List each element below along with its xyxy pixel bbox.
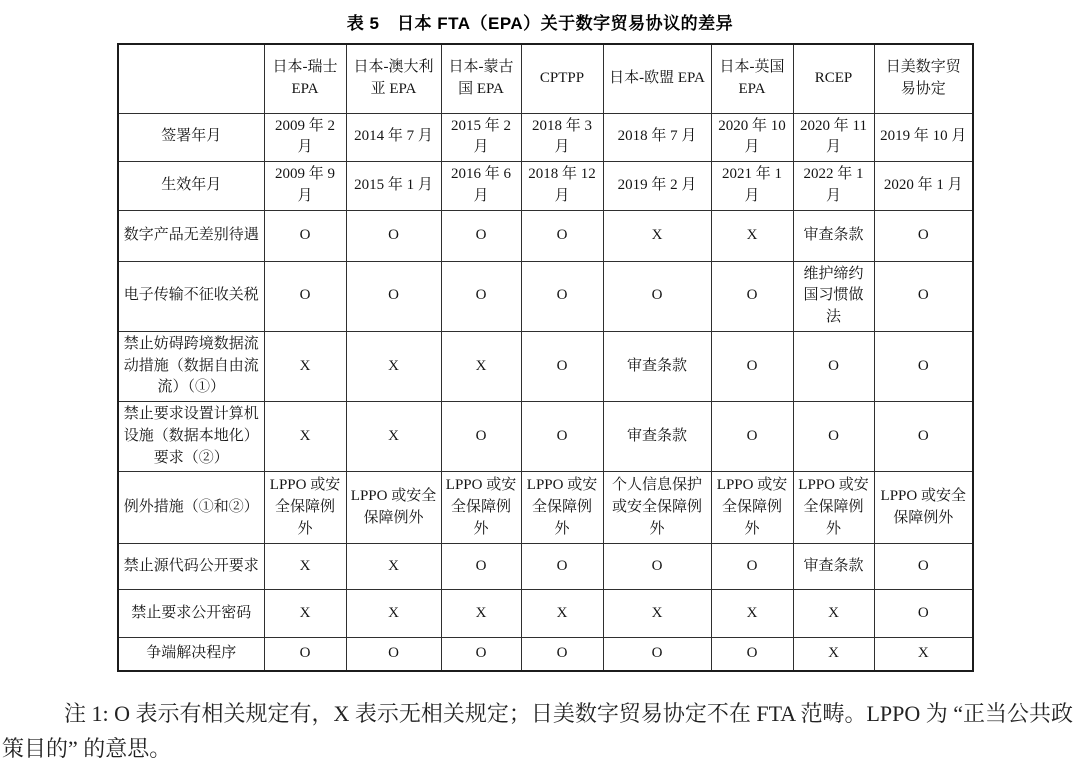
table-cell: LPPO 或安全保障例外: [346, 472, 441, 544]
table-row-prohibit-data-localization-requirement: [118, 402, 973, 472]
table-cell: 2018 年 12 月: [521, 162, 603, 211]
table-cell: X: [264, 590, 346, 638]
column-header-japan-australia-epa: 日本-澳大利亚 EPA: [346, 44, 441, 113]
table-cell: X: [441, 590, 521, 638]
table-cell: X: [521, 590, 603, 638]
table-cell: 维护缔约国习惯做法: [793, 261, 874, 331]
table-cell: 2016 年 6 月: [441, 162, 521, 211]
table-cell: O: [521, 331, 603, 401]
table-cell: O: [793, 402, 874, 472]
table-cell: 2020 年 10 月: [711, 113, 793, 162]
row-label: 争端解决程序: [118, 638, 264, 671]
column-header-rcep: RCEP: [793, 44, 874, 113]
footnote: 注 1: O 表示有相关规定有，X 表示无相关规定；日美数字贸易协定不在 FTA 范畴。LPPO 为 “正当公共政策目的” 的意思。: [2, 700, 1074, 761]
table-cell: O: [264, 261, 346, 331]
table-cell: X: [264, 544, 346, 590]
table-row-prohibit-password-disclosure: [118, 590, 973, 638]
table-cell: O: [521, 544, 603, 590]
table-cell: O: [346, 638, 441, 671]
table-cell: O: [441, 402, 521, 472]
table-row-signing-date: [118, 113, 973, 162]
table-cell: O: [874, 544, 973, 590]
table-cell: O: [793, 331, 874, 401]
table-cell: X: [264, 331, 346, 401]
column-header-cptpp: CPTPP: [521, 44, 603, 113]
table-cell: 2018 年 3 月: [521, 113, 603, 162]
row-label: 禁止要求公开密码: [118, 590, 264, 638]
table-row-no-customs-on-electronic-transmission: [118, 261, 973, 331]
table-cell: O: [711, 402, 793, 472]
table-cell: O: [441, 261, 521, 331]
table-cell: 2020 年 11 月: [793, 113, 874, 162]
table-cell: 2015 年 1 月: [346, 162, 441, 211]
table-cell: O: [346, 261, 441, 331]
table-cell: X: [793, 638, 874, 671]
table-cell: 审查条款: [793, 544, 874, 590]
column-header-japan-switzerland-epa: 日本-瑞士 EPA: [264, 44, 346, 113]
table-cell: O: [521, 210, 603, 261]
table-cell: O: [874, 210, 973, 261]
table-cell: X: [346, 331, 441, 401]
row-label: 禁止要求设置计算机设施（数据本地化）要求（②）: [118, 402, 264, 472]
table-cell: X: [346, 402, 441, 472]
table-cell: X: [711, 590, 793, 638]
table-cell: 审查条款: [603, 402, 711, 472]
table-row-exception-measures: [118, 472, 973, 544]
table-cell: O: [874, 402, 973, 472]
table-cell: O: [264, 210, 346, 261]
table-cell: 个人信息保护或安全保障例外: [603, 472, 711, 544]
table-header-row: [118, 44, 973, 113]
table-cell: O: [264, 638, 346, 671]
table-cell: 审查条款: [793, 210, 874, 261]
table-cell: O: [603, 638, 711, 671]
table-cell: X: [603, 590, 711, 638]
row-label: 签署年月: [118, 113, 264, 162]
table-cell: LPPO 或安全保障例外: [793, 472, 874, 544]
column-header-japan-us-digital-trade: 日美数字贸易协定: [874, 44, 973, 113]
table-row-effective-date: [118, 162, 973, 211]
table-cell: O: [711, 544, 793, 590]
table-cell: O: [521, 261, 603, 331]
table-cell: O: [711, 261, 793, 331]
table-cell: 审查条款: [603, 331, 711, 401]
table-cell: O: [521, 638, 603, 671]
table-cell: O: [603, 261, 711, 331]
table-cell: O: [346, 210, 441, 261]
row-label: 例外措施（①和②）: [118, 472, 264, 544]
row-label: 禁止妨碍跨境数据流动措施（数据自由流流）（①）: [118, 331, 264, 401]
table-cell: O: [711, 638, 793, 671]
column-header-japan-uk-epa: 日本-英国 EPA: [711, 44, 793, 113]
table-cell: O: [874, 261, 973, 331]
table-cell: 2019 年 2 月: [603, 162, 711, 211]
table-cell: 2009 年 9 月: [264, 162, 346, 211]
table-cell: 2014 年 7 月: [346, 113, 441, 162]
table-cell: O: [874, 590, 973, 638]
table-cell: O: [441, 210, 521, 261]
page-title: 表 5 日本 FTA（EPA）关于数字贸易协议的差异: [346, 14, 734, 33]
table-cell: 2020 年 1 月: [874, 162, 973, 211]
fta-comparison-table: [117, 43, 974, 672]
row-label: 禁止源代码公开要求: [118, 544, 264, 590]
table-cell: O: [441, 638, 521, 671]
table-cell: 2015 年 2 月: [441, 113, 521, 162]
column-header-japan-eu-epa: 日本-欧盟 EPA: [603, 44, 711, 113]
table-cell: X: [603, 210, 711, 261]
table-cell: X: [346, 544, 441, 590]
table-cell: O: [874, 331, 973, 401]
table-cell: O: [603, 544, 711, 590]
table-cell: X: [711, 210, 793, 261]
table-cell: LPPO 或安全保障例外: [711, 472, 793, 544]
table-cell: 2018 年 7 月: [603, 113, 711, 162]
table-cell: O: [441, 544, 521, 590]
row-label: 生效年月: [118, 162, 264, 211]
table-cell: X: [874, 638, 973, 671]
row-label: 数字产品无差别待遇: [118, 210, 264, 261]
table-cell: LPPO 或安全保障例外: [521, 472, 603, 544]
table-cell: X: [346, 590, 441, 638]
table-cell: 2022 年 1 月: [793, 162, 874, 211]
row-label: 电子传输不征收关税: [118, 261, 264, 331]
table-cell: O: [521, 402, 603, 472]
table-row-prohibit-blocking-cross-border-data-flow: [118, 331, 973, 401]
table-row-digital-product-nondiscrimination: [118, 210, 973, 261]
table-cell: 2021 年 1 月: [711, 162, 793, 211]
table-cell: X: [441, 331, 521, 401]
table-cell: LPPO 或安全保障例外: [441, 472, 521, 544]
table-row-dispute-settlement-procedure: [118, 638, 973, 671]
column-header-japan-mongolia-epa: 日本-蒙古国 EPA: [441, 44, 521, 113]
table-cell: 2019 年 10 月: [874, 113, 973, 162]
table-cell: LPPO 或安全保障例外: [874, 472, 973, 544]
table-cell: X: [264, 402, 346, 472]
table-cell: O: [711, 331, 793, 401]
table-cell: 2009 年 2 月: [264, 113, 346, 162]
column-header-blank: [118, 44, 264, 113]
table-row-prohibit-source-code-disclosure: [118, 544, 973, 590]
table-cell: X: [793, 590, 874, 638]
table-cell: LPPO 或安全保障例外: [264, 472, 346, 544]
